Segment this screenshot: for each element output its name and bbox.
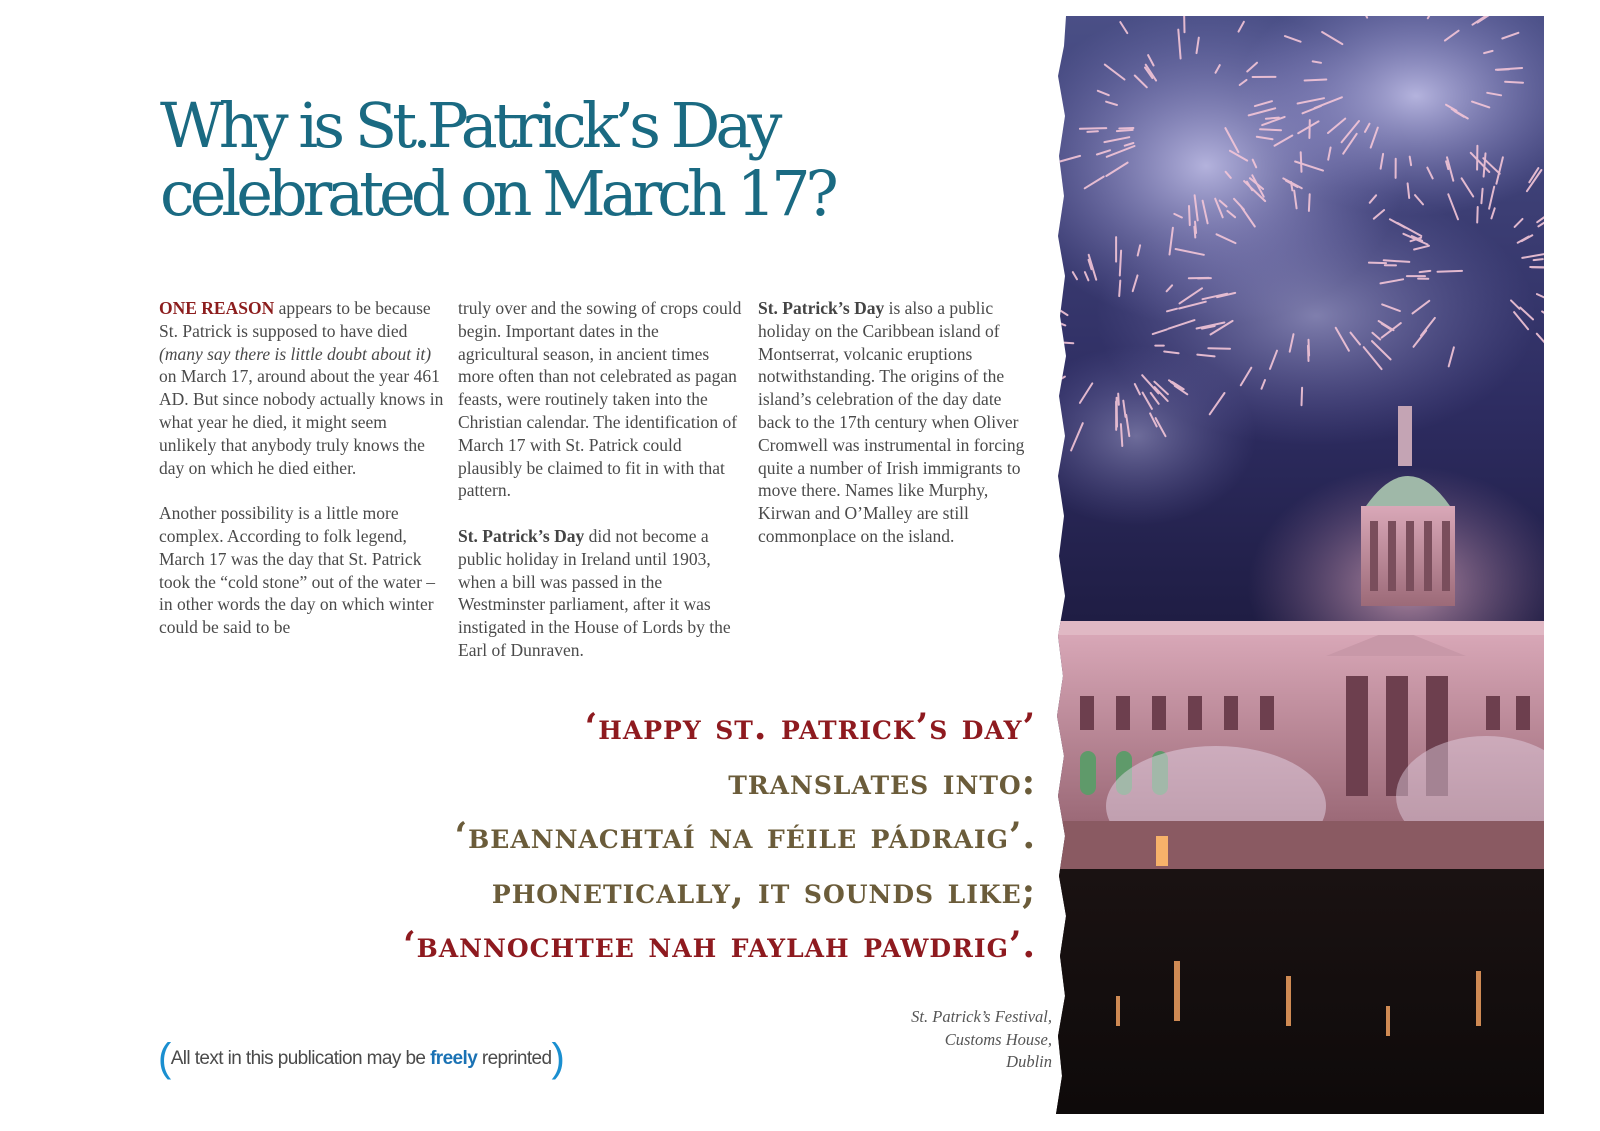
firework-streak	[1498, 69, 1509, 70]
greeting-line-phonetic: ‘bannochtee nah faylah pawdrig’.	[403, 924, 1036, 966]
firework-streak	[1305, 80, 1327, 81]
photo-caption	[911, 1006, 1052, 1074]
paragraph: Another possibility is a little more complex. According to folk legend, March 17 was the day that St. Patrick took the “cold stone” out of the water – in other words the day on which winter could be said to be	[159, 503, 436, 638]
italic-aside: (many say there is little doubt about it)	[159, 343, 432, 364]
firework-streak	[1260, 129, 1281, 130]
open-paren: (	[158, 1036, 171, 1080]
firework-streak	[1532, 267, 1544, 268]
fireworks-photo	[1056, 16, 1544, 1114]
text-column-1	[159, 297, 444, 662]
firework-streak	[1189, 206, 1190, 225]
close-paren: )	[551, 1036, 565, 1080]
caption-line: St. Patrick’s Festival,	[911, 1007, 1052, 1026]
irish-greeting	[403, 700, 1036, 973]
text-run: on March 17, around about the year 461 AD. But since nobody actually knows in what year he died, it might seem unlikely that anybody truly knows the day on which he died either.	[159, 366, 444, 478]
firework-streak	[1118, 394, 1119, 405]
notice-emphasis: freely	[430, 1048, 478, 1069]
reprint-notice	[158, 1036, 564, 1081]
firework-streak	[1481, 189, 1482, 203]
firework-streak	[1119, 128, 1133, 129]
paragraph: truly over and the sowing of crops could begin. Important dates in the agricultural season, in ancient times more often than not celebrated as pagan feasts, were routinely taken into the Christian calendar. The identification of March 17 with St. Patrick could plausibly be claimed to fit in with that pattern.	[458, 298, 742, 501]
firework-streak	[1313, 61, 1321, 62]
notice-text: reprinted	[477, 1048, 552, 1069]
firework-streak	[1534, 259, 1543, 260]
paragraph	[758, 297, 1038, 548]
greeting-line-phonetic-intro: phonetically, it sounds like;	[491, 869, 1036, 912]
text-run: appears to be because St. Patrick is supposed to have died	[159, 298, 431, 341]
firework-streak	[1291, 182, 1292, 191]
title-line-1: Why is St.Patrick’s Day	[160, 89, 778, 162]
text-run: did not become a public holiday in Ireland until 1903, when a bill was passed in the Westminster parliament, after it was instigated in the House of Lords by the Earl of Dunraven.	[458, 525, 731, 660]
firework-streak	[1410, 157, 1411, 166]
firework-streak	[1266, 118, 1279, 119]
text-column-3	[758, 297, 1038, 571]
customs-house-fireworks-image	[1056, 16, 1544, 1114]
caption-line: Customs House,	[944, 1029, 1052, 1049]
notice-text: All text in this publication may be	[170, 1048, 431, 1069]
caption-line: Dublin	[1006, 1052, 1052, 1071]
paragraph	[159, 297, 444, 479]
firework-streak	[1120, 251, 1121, 276]
firework-streak	[1301, 152, 1302, 172]
firework-streak	[1369, 263, 1386, 264]
firework-streak	[1505, 82, 1523, 83]
greeting-line-translates: translates into:	[728, 760, 1036, 803]
greeting-line-english: ‘happy st. patrick’s day’	[584, 706, 1036, 748]
greeting-line-irish: ‘beannachtaí na féile pádraig’.	[454, 815, 1036, 857]
title-line-2: celebrated on March 17?	[160, 157, 834, 230]
firework-streak	[1117, 130, 1133, 131]
firework-streak	[1420, 271, 1431, 272]
firework-streak	[1121, 424, 1122, 446]
firework-streak	[1438, 271, 1463, 272]
bold-lead: St. Patrick’s Day	[458, 525, 585, 546]
firework-streak	[1194, 227, 1195, 238]
firework-streak	[1302, 388, 1303, 406]
firework-streak	[1308, 346, 1309, 361]
lead-in: ONE REASON	[159, 298, 275, 318]
bold-lead: St. Patrick’s Day	[758, 298, 885, 318]
firework-streak	[1309, 194, 1310, 211]
page-title	[160, 89, 834, 230]
text-column-2	[458, 297, 743, 685]
firework-streak	[1080, 128, 1106, 129]
firework-streak	[1208, 348, 1230, 349]
paragraph	[458, 525, 743, 662]
text-run: is also a public holiday on the Caribbean island of Montserrat, volcanic eruptions notwithstanding. The origins of the island’s celebration of the day date back to the 17th century when Oliver Cromwell was instrumental in forcing quite a number of Irish immigrants to move there. Names like Murphy, Kirwan and O’Malley are still commonplace on the island.	[758, 298, 1025, 546]
firework-streak	[1087, 131, 1098, 132]
firework-streak	[1477, 207, 1478, 223]
firework-streak	[1119, 281, 1120, 297]
